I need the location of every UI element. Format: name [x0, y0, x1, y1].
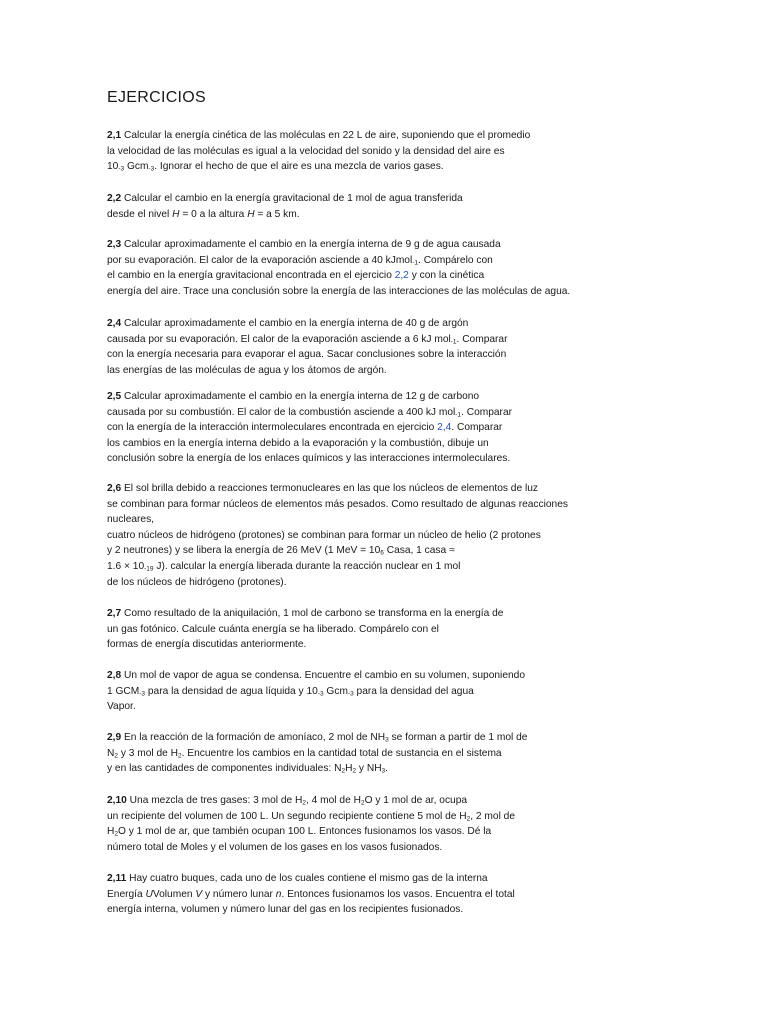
exercise-line: cuatro núcleos de hidrógeno (protones) se combinan para formar un núcleo de helio (2 protones	[107, 529, 541, 541]
exercise-line: con la energía de la interacción intermoleculares encontrada en ejercicio 2,4. Comparar	[107, 422, 503, 434]
exercise-line: conclusión sobre la energía de los enlaces químicos y las interacciones intermoleculares.	[107, 453, 511, 465]
exercise-line: $10_{-3}$ Gcm$_{-3}$. Ignorar el hecho de que el aire es una mezcla de varios gases.	[107, 161, 444, 173]
exercise-2-8	[107, 668, 667, 715]
exercise-line: 2,4 Calcular aproximadamente el cambio en la energía interna de 40 g de argón	[107, 318, 469, 329]
exercise-line: la velocidad de las moléculas es igual a la velocidad del sonido y la densidad del aire es	[107, 145, 505, 157]
exercise-line: por su evaporación. El calor de la evaporación asciende a 40 kJmol$_{-1}$. Compárelo con	[107, 254, 493, 267]
exercise-2-9	[107, 730, 667, 777]
exercise-number: 2,7	[107, 608, 122, 619]
exercise-number: 2,1	[107, 130, 122, 141]
exercise-line: 2,2 Calcular el cambio en la energía gravitacional de 1 mol de agua transferida	[107, 193, 463, 204]
exercise-line: y 2 neutrones) y se libera la energía de 26 MeV (1 MeV = $10_6$ Casa, 1 casa ≈	[107, 545, 455, 557]
exercise-number: 2,4	[107, 318, 122, 329]
exercise-number: 2,5	[107, 391, 122, 402]
exercise-line: energía del aire. Trace una conclusión sobre la energía de las interacciones de las moléculas de agua.	[107, 285, 571, 297]
exercise-2-10	[107, 793, 667, 855]
exercise-line: 2,11 Hay cuatro buques, cada uno de los cuales contiene el mismo gas de la interna	[107, 873, 488, 884]
exercise-line: 2,3 Calcular aproximadamente el cambio en la energía interna de 9 g de agua causada	[107, 239, 501, 250]
exercise-line: desde el nivel H = 0 a la altura H = a 5 km.	[107, 208, 300, 220]
exercise-number: 2,9	[107, 732, 122, 743]
exercise-link-2-2[interactable]: 2,2	[394, 270, 409, 282]
exercise-line: $H_2O$ y 1 mol de ar, que también ocupan 100 L. Entonces fusionamos los vasos. Dé la	[107, 826, 492, 838]
exercise-line: el cambio en la energía gravitacional encontrada en el ejercicio 2,2 y con la cinética	[107, 270, 485, 282]
exercise-2-7	[107, 606, 667, 653]
page-title: EJERCICIOS	[107, 89, 207, 106]
exercise-number: 2,11	[107, 873, 127, 884]
exercise-line: número total de Moles y el volumen de los gases en los vasos fusionados.	[107, 841, 443, 853]
exercise-line: Vapor.	[107, 701, 136, 713]
exercise-line: formas de energía discutidas anteriormente.	[107, 639, 307, 651]
exercise-2-4	[107, 316, 667, 378]
exercise-line: 1 $GCM_{-3}$ para la densidad de agua líquida y $10_{-3}$ Gcm$_{-3}$ para la densidad del agua	[107, 685, 474, 698]
exercise-2-11	[107, 871, 667, 918]
exercise-line: las energías de las moléculas de agua y los átomos de argón.	[107, 364, 387, 376]
exercise-line: con la energía necesaria para evaporar el agua. Sacar conclusiones sobre la interacción	[107, 349, 507, 361]
exercise-line: se combinan para formar núcleos de elementos más pesados. Como resultado de algunas reacciones	[107, 498, 568, 510]
exercise-line: los cambios en la energía interna debido a la evaporación y la combustión, dibuje un	[107, 437, 489, 449]
exercise-line: un recipiente del volumen de 100 L. Un segundo recipiente contiene 5 mol de $H_2$, 2 mol de	[107, 810, 516, 823]
exercise-2-3	[107, 237, 667, 299]
exercise-line: 2,5 Calcular aproximadamente el cambio en la energía interna de 12 g de carbono	[107, 391, 480, 402]
exercise-2-5	[107, 389, 667, 467]
exercise-line: 2,6 El sol brilla debido a reacciones termonucleares en las que los núcleos de elementos de luz	[107, 483, 538, 494]
exercise-line: Energía UVolumen V y número lunar n. Entonces fusionamos los vasos. Encuentra el total	[107, 888, 515, 900]
exercise-line: 2,1 Calcular la energía cinética de las moléculas en 22 L de aire, suponiendo que el promedio	[107, 130, 531, 141]
exercise-line: 2,10 Una mezcla de tres gases: 3 mol de $H_2$, 4 mol de $H_2O$ y 1 mol de ar, ocupa	[107, 795, 468, 807]
exercise-2-6	[107, 481, 667, 590]
exercise-number: 2,6	[107, 483, 122, 494]
exercise-line: $1.6 \times 10_{-19}$ J). calcular la energía liberada durante la reacción nuclear en 1 mol	[107, 560, 461, 573]
exercise-2-1	[107, 128, 667, 175]
exercise-2-2	[107, 191, 667, 222]
exercise-link-2-4[interactable]: 2,4	[437, 422, 452, 434]
exercise-line: 2,7 Como resultado de la aniquilación, 1 mol de carbono se transforma en la energía de	[107, 608, 504, 619]
exercise-line: un gas fotónico. Calcule cuánta energía se ha liberado. Compárelo con el	[107, 623, 439, 635]
exercise-line: energía interna, volumen y número lunar del gas en los recipientes fusionados.	[107, 904, 464, 916]
exercise-line: $N_2$ y 3 mol de $H_2$. Encuentre los cambios en la cantidad total de sustancia en el sistema	[107, 747, 502, 760]
exercise-number: 2,3	[107, 239, 122, 250]
exercise-line: de los núcleos de hidrógeno (protones).	[107, 576, 287, 588]
exercise-line: causada por su combustión. El calor de la combustión asciende a 400 kJ mol$_{-1}$. Comparar	[107, 406, 512, 419]
exercise-line: nucleares,	[107, 514, 155, 526]
exercise-line: causada por su evaporación. El calor de la evaporación asciende a 6 kJ mol$_{-1}$. Comparar	[107, 333, 508, 346]
exercise-line: 2,8 Un mol de vapor de agua se condensa. Encuentre el cambio en su volumen, suponiendo	[107, 670, 525, 681]
exercise-line: 2,9 En la reacción de la formación de amoníaco, 2 mol de $NH_3$ se forman a partir de 1 mol de	[107, 732, 528, 744]
exercise-number: 2,2	[107, 193, 122, 204]
exercise-number: 2,8	[107, 670, 122, 681]
exercise-number: 2,10	[107, 795, 127, 806]
exercise-line: y en las cantidades de componentes individuales: $N_2H_2$ y $NH_3$.	[107, 763, 389, 775]
